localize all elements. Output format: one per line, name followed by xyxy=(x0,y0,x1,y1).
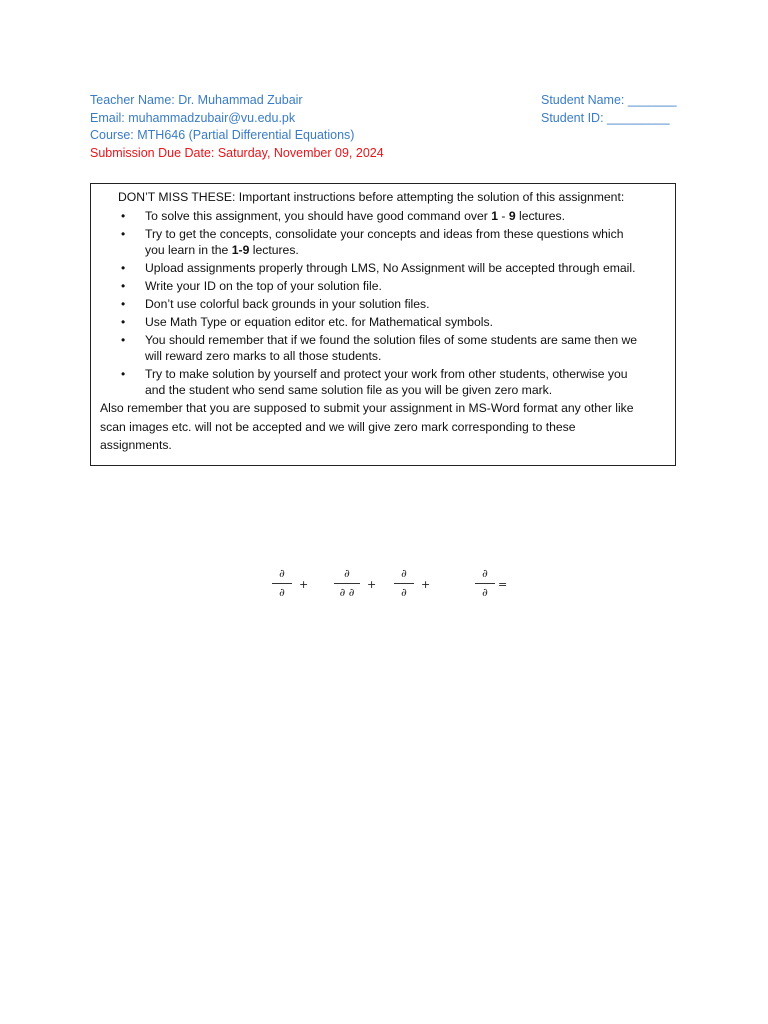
instruction-text: Try to make solution by yourself and protect your work from other students, otherwise you xyxy=(145,367,628,381)
footer-line: assignments. xyxy=(100,438,172,452)
fraction-denominator: ∂ xyxy=(482,586,488,599)
list-item xyxy=(100,314,667,330)
teacher-name: Teacher Name: Dr. Muhammad Zubair xyxy=(90,93,303,107)
bullet-icon: • xyxy=(121,315,126,329)
instruction-text: To solve this assignment, you should have good command over 1 - 9 lectures. xyxy=(145,209,566,223)
fraction-denominator: ∂ ∂ xyxy=(339,586,355,599)
instruction-text: Upload assignments properly through LMS, No Assignment will be accepted through email. xyxy=(145,261,636,275)
pde-equation xyxy=(266,566,526,616)
bullet-icon: • xyxy=(121,367,126,381)
list-item xyxy=(100,332,667,364)
instructions-footer xyxy=(100,399,667,455)
instruction-text: you learn in the 1-9 lectures. xyxy=(145,243,299,257)
fraction-bar xyxy=(334,583,360,584)
fraction-denominator: ∂ xyxy=(401,586,407,599)
plus-operator: + xyxy=(299,578,309,591)
plus-operator: + xyxy=(421,578,431,591)
student-id-field: Student ID: _________ xyxy=(541,110,670,125)
bullet-icon: • xyxy=(121,333,126,347)
instructions-title: DON’T MISS THESE: Important instructions before attempting the solution of this assignment: xyxy=(118,190,625,204)
instructions-list xyxy=(100,208,667,398)
instruction-text: You should remember that if we found the solution files of some students are same then we xyxy=(145,333,638,347)
student-info xyxy=(541,92,677,127)
instruction-text: Don’t use colorful back grounds in your solution files. xyxy=(145,297,430,311)
instructions-box xyxy=(90,183,676,466)
bullet-icon: • xyxy=(121,261,126,275)
equals-operator: = xyxy=(498,578,508,591)
fraction-numerator: ∂ xyxy=(279,567,285,580)
footer-line: scan images etc. will not be accepted and we will give zero mark corresponding to these xyxy=(100,419,576,434)
fraction-numerator: ∂ xyxy=(344,567,350,580)
list-item xyxy=(100,260,667,276)
equation-fraction xyxy=(272,566,292,601)
list-item xyxy=(100,226,667,258)
equation-fraction xyxy=(475,566,495,601)
fraction-numerator: ∂ xyxy=(482,567,488,580)
course-name: Course: MTH646 (Partial Differential Equations) xyxy=(90,128,355,142)
bullet-icon: • xyxy=(121,227,126,241)
fraction-bar xyxy=(475,583,495,584)
footer-line: Also remember that you are supposed to submit your assignment in MS-Word format any other like xyxy=(100,401,634,415)
list-item xyxy=(100,208,667,224)
bullet-icon: • xyxy=(121,209,126,223)
fraction-numerator: ∂ xyxy=(401,567,407,580)
equation-fraction xyxy=(334,566,360,601)
plus-operator: + xyxy=(367,578,377,591)
instruction-text: Try to get the concepts, consolidate your concepts and ideas from these questions which xyxy=(145,227,624,241)
bullet-icon: • xyxy=(121,279,126,293)
fraction-bar xyxy=(272,583,292,584)
list-item xyxy=(100,296,667,312)
assignment-header xyxy=(90,92,384,162)
fraction-bar xyxy=(394,583,414,584)
instruction-text: Write your ID on the top of your solution file. xyxy=(145,279,382,293)
list-item xyxy=(100,278,667,294)
student-name-field: Student Name: _______ xyxy=(541,93,677,107)
instruction-text: and the student who send same solution file as you will be given zero mark. xyxy=(145,383,553,397)
equation-fraction xyxy=(394,566,414,601)
instruction-text: will reward zero marks to all those students. xyxy=(145,349,382,363)
bullet-icon: • xyxy=(121,297,126,311)
list-item xyxy=(100,366,667,398)
submission-due-date: Submission Due Date: Saturday, November 09, 2024 xyxy=(90,145,384,160)
fraction-denominator: ∂ xyxy=(279,586,285,599)
instruction-text: Use Math Type or equation editor etc. for Mathematical symbols. xyxy=(145,315,493,329)
teacher-email: Email: muhammadzubair@vu.edu.pk xyxy=(90,110,296,125)
